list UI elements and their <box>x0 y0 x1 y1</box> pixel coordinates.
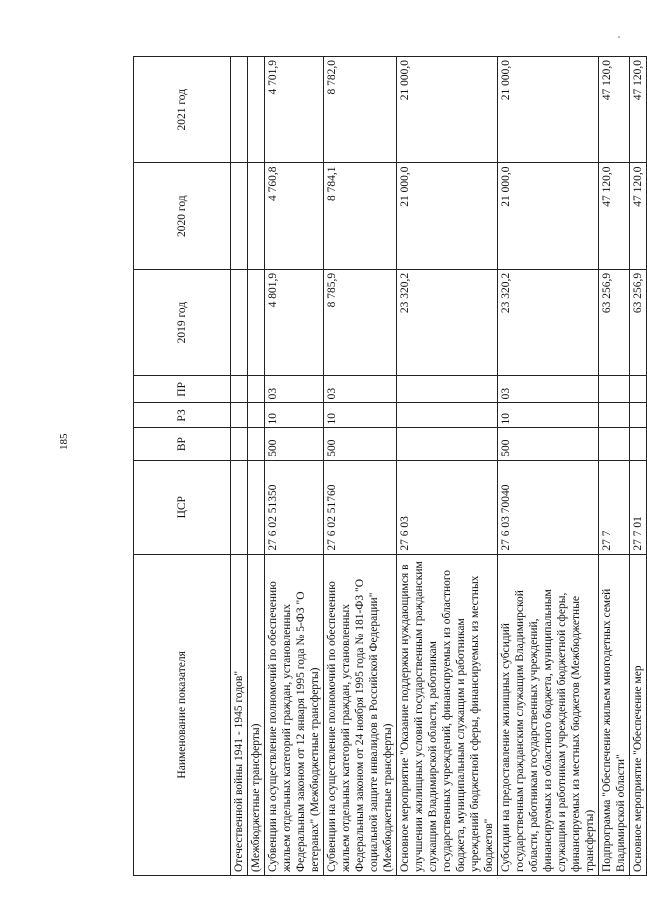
cell-csr: 27 6 02 51760 <box>324 460 397 554</box>
cell-csr <box>248 460 265 554</box>
cell-csr <box>231 460 248 554</box>
cell-name: Подпрограмма "Обеспечение жильем многодетных семей Владимирской области" <box>599 554 630 875</box>
cell-rz <box>599 403 630 428</box>
cell-csr: 27 6 02 51350 <box>265 460 324 554</box>
cell-y2019: 63 256,9 <box>630 269 647 375</box>
cell-pr: 03 <box>498 376 599 403</box>
cell-y2020: 21 000,0 <box>498 163 599 269</box>
cell-rz: 10 <box>265 403 324 428</box>
cell-name: (Межбюджетные трансферты) <box>248 554 265 875</box>
cell-rz <box>231 403 248 428</box>
cell-rz: 10 <box>324 403 397 428</box>
cell-vr: 500 <box>498 428 599 460</box>
cell-vr <box>630 428 647 460</box>
page-number: 185 <box>58 433 70 450</box>
table-row <box>231 57 248 876</box>
cell-y2020: 21 000,0 <box>397 163 498 269</box>
cell-y2021: 21 000,0 <box>498 57 599 163</box>
cell-pr <box>231 376 248 403</box>
cell-name: Субвенции на осуществление полномочий по обеспечению жильем отдельных категорий граждан, установленных Федеральным законом от 24 ноября 1995 года № 181-ФЗ "О социальной защите инвалидов в Российской Федерации" (Межбюджетные трансферты) <box>324 554 397 875</box>
scan-speck <box>618 36 620 38</box>
header-2019: 2019 год <box>134 269 231 375</box>
cell-y2019: 4 801,9 <box>265 269 324 375</box>
cell-rz: 10 <box>498 403 599 428</box>
table-row <box>324 57 397 876</box>
cell-y2021: 47 120,0 <box>630 57 647 163</box>
cell-vr: 500 <box>265 428 324 460</box>
cell-pr <box>248 376 265 403</box>
cell-y2021: 21 000,0 <box>397 57 498 163</box>
cell-name: Основное мероприятие "Оказание поддержки нуждающимся в улучшении жилищных условий государственным гражданским служащим Владимирской области, работникам государственных учреждений, финансируемых из областного бюджета, муниципальным служащим и работникам учреждений бюджетной сферы, финансируемых из местных бюджетов" <box>397 554 498 875</box>
cell-y2021: 47 120,0 <box>599 57 630 163</box>
cell-vr: 500 <box>324 428 397 460</box>
cell-y2020: 47 120,0 <box>599 163 630 269</box>
cell-vr <box>599 428 630 460</box>
table-row <box>265 57 324 876</box>
header-2021: 2021 год <box>134 57 231 163</box>
cell-y2019 <box>248 269 265 375</box>
cell-rz <box>630 403 647 428</box>
cell-y2019: 23 320,2 <box>397 269 498 375</box>
cell-y2020: 8 784,1 <box>324 163 397 269</box>
cell-y2021: 8 782,0 <box>324 57 397 163</box>
cell-name: Субвенции на осуществление полномочий по обеспечению жильем отдельных категорий граждан, установленных Федеральным законом от 12 января 1995 года № 5-ФЗ "О ветеранах" (Межбюджетные трансферты) <box>265 554 324 875</box>
table-row <box>630 57 647 876</box>
header-name: Наименование показателя <box>134 554 231 875</box>
cell-csr: 27 6 03 <box>397 460 498 554</box>
cell-y2020: 4 760,8 <box>265 163 324 269</box>
table-row <box>599 57 630 876</box>
header-pr: ПР <box>134 376 231 403</box>
cell-rz <box>248 403 265 428</box>
cell-y2019 <box>231 269 248 375</box>
cell-y2021 <box>248 57 265 163</box>
header-2020: 2020 год <box>134 163 231 269</box>
cell-csr: 27 7 <box>599 460 630 554</box>
table-body <box>231 57 647 876</box>
cell-pr: 03 <box>324 376 397 403</box>
rotated-page-content <box>133 56 645 876</box>
cell-y2021: 4 701,9 <box>265 57 324 163</box>
table-header-row <box>134 57 231 876</box>
cell-rz <box>397 403 498 428</box>
header-vr: ВР <box>134 428 231 460</box>
cell-y2021 <box>231 57 248 163</box>
table-row <box>397 57 498 876</box>
cell-name: Субсидии на предоставление жилищных субсидий государственным гражданским служащим Владимирской области, работникам государственных учреждений, финансируемых из областного бюджета, муниципальным служащим и работникам учреждений бюджетной сферы, финансируемых из местных бюджетов (Межбюджетные трансферты) <box>498 554 599 875</box>
cell-pr <box>630 376 647 403</box>
cell-csr: 27 6 03 70040 <box>498 460 599 554</box>
header-rz: РЗ <box>134 403 231 428</box>
cell-pr: 03 <box>265 376 324 403</box>
budget-table <box>133 56 647 876</box>
cell-name: Отечественной войны 1941 - 1945 годов" <box>231 554 248 875</box>
cell-name: Основное мероприятие "Обеспечение мер <box>630 554 647 875</box>
table-row <box>248 57 265 876</box>
cell-y2020: 47 120,0 <box>630 163 647 269</box>
cell-pr <box>397 376 498 403</box>
cell-csr: 27 7 01 <box>630 460 647 554</box>
table-row <box>498 57 599 876</box>
cell-y2019: 23 320,2 <box>498 269 599 375</box>
cell-y2019: 8 785,9 <box>324 269 397 375</box>
cell-pr <box>599 376 630 403</box>
cell-vr <box>397 428 498 460</box>
header-csr: ЦСР <box>134 460 231 554</box>
cell-y2020 <box>231 163 248 269</box>
cell-vr <box>248 428 265 460</box>
cell-vr <box>231 428 248 460</box>
cell-y2020 <box>248 163 265 269</box>
cell-y2019: 63 256,9 <box>599 269 630 375</box>
